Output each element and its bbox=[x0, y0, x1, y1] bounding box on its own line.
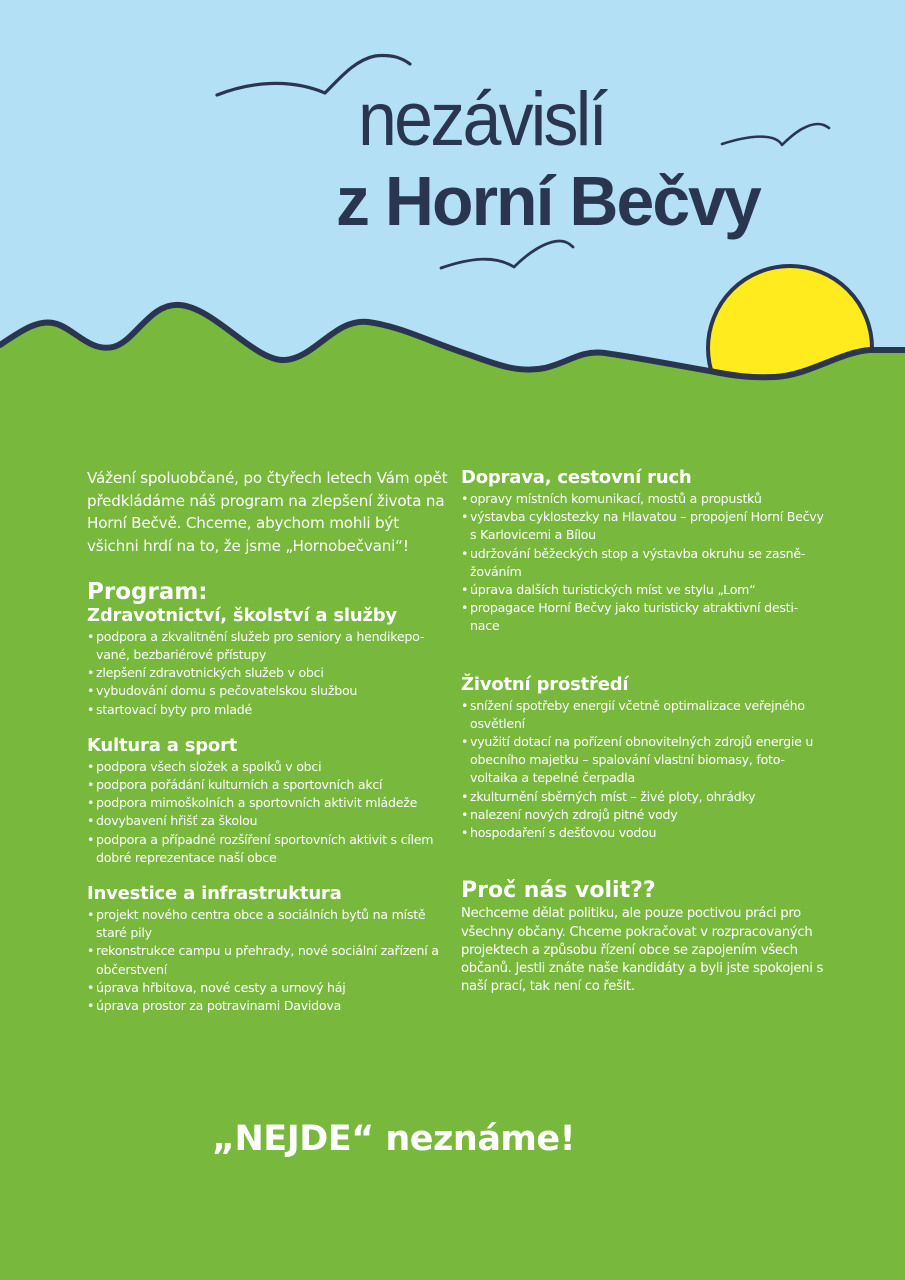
investment-list bbox=[87, 906, 452, 1015]
bullet-icon: • bbox=[87, 979, 95, 995]
program-heading: Program: bbox=[87, 578, 208, 605]
bullet-icon: • bbox=[87, 795, 95, 811]
list-item: • vybudování domu s pečovatelskou službou bbox=[87, 682, 452, 700]
section-heading-culture: Kultura a sport bbox=[87, 734, 238, 756]
list-item: • projekt nového centra obce a sociálních bytů na místě staré pily bbox=[87, 907, 426, 941]
bullet-icon: • bbox=[87, 831, 95, 847]
slogan: „NEJDE“ neznáme! bbox=[212, 1119, 576, 1159]
bullet-icon: • bbox=[87, 628, 95, 644]
bullet-icon: • bbox=[87, 777, 95, 793]
title-line-2: z Horní Bečvy bbox=[336, 162, 760, 240]
list-item: • dovybavení hřišť za školou bbox=[87, 812, 452, 830]
list-item: • podpora všech složek a spolků v obci bbox=[87, 758, 452, 776]
bullet-icon: • bbox=[87, 813, 95, 829]
bullet-icon: • bbox=[461, 509, 469, 525]
bullet-icon: • bbox=[461, 697, 469, 713]
bullet-icon: • bbox=[461, 806, 469, 822]
bullet-icon: • bbox=[461, 600, 469, 616]
list-item: • startovací byty pro mladé bbox=[87, 701, 452, 719]
list-item: • podpora a zkvalitnění služeb pro seniory a hendikepo-vané, bezbariérové přístupy bbox=[87, 628, 425, 663]
bullet-icon: • bbox=[87, 998, 95, 1014]
culture-list bbox=[87, 758, 452, 867]
intro-paragraph: Vážení spoluobčané, po čtyřech letech Vám opět předkládáme náš program na zlepšení života na Horní Bečvě. Chceme, abychom mohli být všichni hrdí na to, že jsme „Hornobečvani“! bbox=[87, 469, 448, 556]
bullet-icon: • bbox=[461, 491, 469, 506]
why-vote-heading: Proč nás volit?? bbox=[461, 878, 656, 904]
list-item: • úprava dalších turistických míst ve stylu „Lom“ bbox=[461, 581, 826, 599]
environment-list bbox=[461, 697, 826, 843]
bullet-icon: • bbox=[87, 907, 95, 923]
bullet-icon: • bbox=[87, 683, 95, 699]
list-item: • podpora pořádání kulturních a sportovních akcí bbox=[87, 776, 452, 794]
health-list bbox=[87, 628, 452, 719]
list-item: • hospodaření s dešťovou vodou bbox=[461, 824, 826, 842]
bullet-icon: • bbox=[87, 943, 95, 959]
bullet-icon: • bbox=[87, 701, 95, 717]
transport-list bbox=[461, 490, 826, 636]
list-item: • rekonstrukce campu u přehrady, nové sociální zařízení a občerstvení bbox=[87, 943, 439, 977]
title-line-1: nezávislí bbox=[358, 77, 606, 162]
list-item: • zkulturnění sběrných míst – živé ploty, ohrádky bbox=[461, 788, 826, 806]
bullet-icon: • bbox=[461, 582, 469, 598]
right-column bbox=[461, 467, 826, 997]
bullet-icon: • bbox=[461, 825, 469, 841]
list-item: • nalezení nových zdrojů pitné vody bbox=[461, 806, 826, 824]
list-item: • zlepšení zdravotnických služeb v obci bbox=[87, 664, 452, 682]
list-item: • podpora a případné rozšíření sportovních aktivit s cílem dobré reprezentace naší obce bbox=[87, 831, 434, 865]
why-vote-paragraph: Nechceme dělat politiku, ale pouze poctivou práci pro všechny občany. Chceme pokračovat v rozpracovaných projektech a způsobu řízení obce se zapojením všech občanů. Jestli znáte naše kandidáty a byli jste spokojeni s naší prací, tak není co řešit. bbox=[461, 906, 824, 995]
left-column bbox=[87, 467, 452, 1031]
bullet-icon: • bbox=[461, 788, 469, 804]
list-item: • propagace Horní Bečvy jako turisticky atraktivní desti-nace bbox=[461, 600, 798, 634]
section-heading-transport: Doprava, cestovní ruch bbox=[461, 467, 692, 488]
list-item: • úprava prostor za potravinami Davidova bbox=[87, 997, 452, 1015]
bullet-icon: • bbox=[461, 545, 469, 561]
list-item: • opravy místních komunikací, mostů a propustků bbox=[461, 490, 826, 508]
list-item: • výstavba cyklostezky na Hlavatou – propojení Horní Bečvy s Karlovicemi a Bílou bbox=[461, 509, 824, 543]
bullet-icon: • bbox=[461, 734, 469, 750]
list-item: • úprava hřbitova, nové cesty a urnový háj bbox=[87, 979, 452, 997]
list-item: • snížení spotřeby energií včetně optimalizace veřejného osvětlení bbox=[461, 697, 805, 731]
bullet-icon: • bbox=[87, 758, 95, 774]
section-heading-investment: Investice a infrastruktura bbox=[87, 883, 342, 905]
section-heading-health: Zdravotnictví, školství a služby bbox=[87, 604, 397, 626]
list-item: • podpora mimoškolních a sportovních aktivit mládeže bbox=[87, 794, 452, 812]
bullet-icon: • bbox=[87, 665, 95, 681]
section-heading-environment: Životní prostředí bbox=[461, 673, 629, 695]
list-item: • využití dotací na pořízení obnovitelných zdrojů energie u obecního majetku – spalování vlastní biomasy, foto-voltaika a tepelné čerpadla bbox=[461, 734, 814, 786]
list-item: • udržování běžeckých stop a výstavba okruhu se zasně-žováním bbox=[461, 545, 806, 579]
